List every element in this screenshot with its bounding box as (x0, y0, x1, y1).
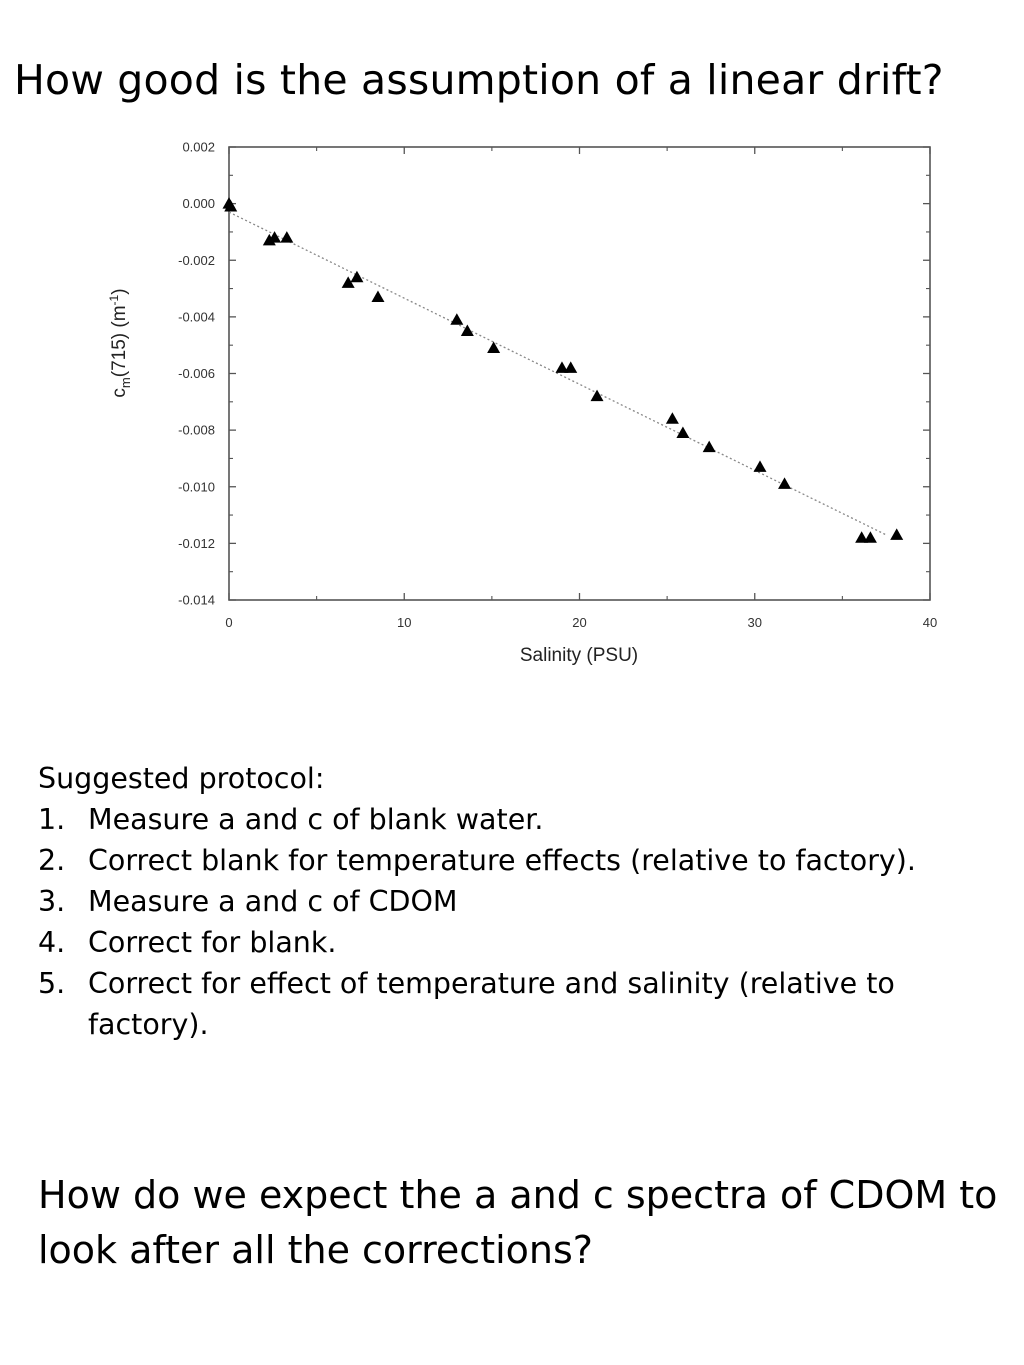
x-tick-label: 10 (397, 615, 412, 630)
protocol-step-text: Correct for blank. (88, 926, 337, 959)
y-tick-label: -0.008 (178, 422, 215, 438)
y-tick-label: -0.002 (178, 252, 215, 268)
x-tick-label: 40 (922, 615, 938, 630)
x-tick-label: 0 (225, 615, 233, 630)
protocol-step-number: 3. (38, 885, 66, 918)
y-axis-title-subscript: m (118, 377, 133, 389)
closing-question: How do we expect the a and c spectra of CDOM to look after all the corrections? (38, 1173, 998, 1272)
protocol-heading: Suggested protocol: (38, 762, 325, 795)
y-axis-title-main: c (109, 388, 130, 398)
y-tick-label: -0.004 (178, 309, 215, 325)
y-tick-label: -0.014 (178, 592, 215, 608)
protocol-step (38, 840, 998, 881)
plot-frame (229, 147, 930, 600)
protocol-step-number: 1. (38, 803, 66, 836)
y-axis-title-superscript: -1 (107, 294, 121, 306)
protocol-step (38, 799, 998, 840)
y-axis-title-rest: (715) (m (109, 305, 130, 378)
x-tick-label: 30 (747, 615, 762, 630)
protocol-step-text: Correct for effect of temperature and salinity (relative to factory). (88, 967, 895, 1041)
x-tick-label: 20 (572, 615, 587, 630)
protocol-step (38, 963, 998, 1045)
y-tick-label: -0.012 (178, 535, 215, 551)
y-tick-label: -0.010 (178, 479, 215, 495)
x-tick-labels (225, 615, 937, 630)
slide-title: How good is the assumption of a linear drift? (14, 56, 944, 104)
y-tick-label: 0.002 (182, 139, 215, 155)
protocol-step (38, 922, 998, 963)
y-tick-label: 0.000 (182, 196, 215, 212)
salinity-scatter-chart (100, 130, 950, 675)
protocol-step-number: 5. (38, 967, 66, 1000)
protocol-step-number: 2. (38, 844, 66, 877)
y-axis-title (107, 288, 133, 397)
protocol-section (38, 758, 998, 1045)
protocol-step-number: 4. (38, 926, 66, 959)
protocol-step-text: Correct blank for temperature effects (relative to factory). (88, 844, 916, 877)
y-tick-label: -0.006 (178, 366, 215, 381)
protocol-step (38, 881, 998, 922)
y-axis-title-end: ) (109, 288, 130, 295)
x-axis-title: Salinity (PSU) (519, 645, 639, 666)
y-tick-labels (178, 140, 215, 608)
protocol-step-text: Measure a and c of CDOM (88, 885, 458, 918)
protocol-step-text: Measure a and c of blank water. (88, 803, 544, 836)
protocol-list (38, 799, 998, 1045)
